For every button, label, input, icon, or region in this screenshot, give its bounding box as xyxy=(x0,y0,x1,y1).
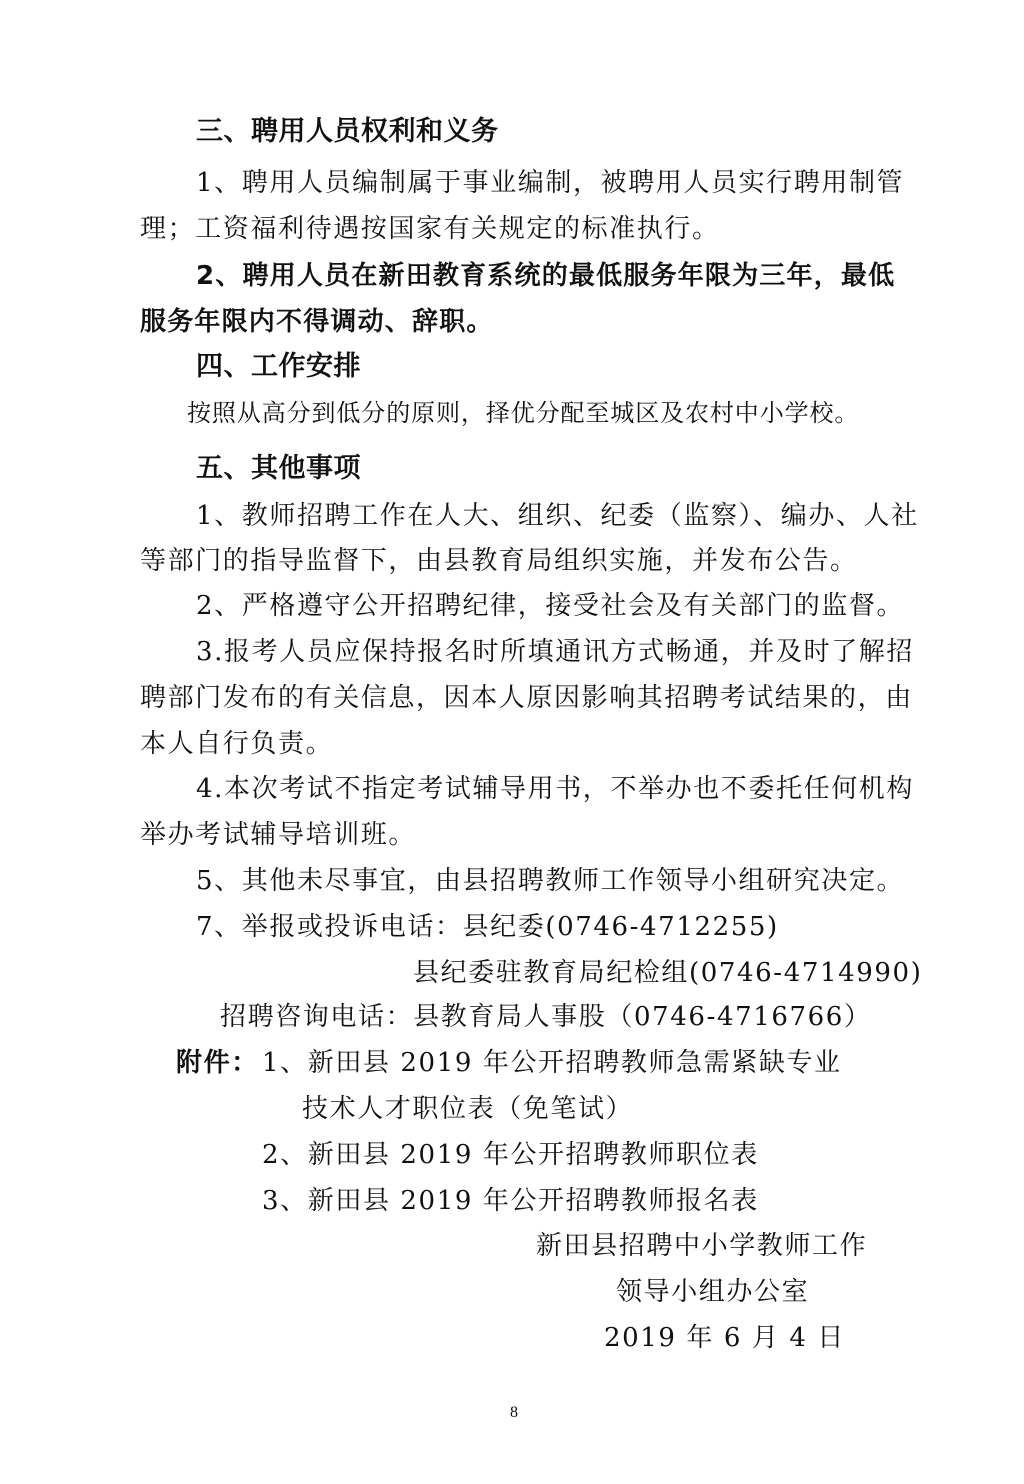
section-3-item-1-line-2: 理；工资福利待遇按国家有关规定的标准执行。 xyxy=(140,214,720,244)
section-5-item-7-line-1: 7、举报或投诉电话：县纪委(0746-4712255) xyxy=(196,912,779,942)
section-3-heading: 三、聘用人员权利和义务 xyxy=(196,116,499,147)
section-5-item-7-line-2: 县纪委驻教育局纪检组(0746-4714990) xyxy=(413,958,923,988)
section-4-body: 按照从高分到低分的原则，择优分配至城区及农村中小学校。 xyxy=(187,399,860,427)
section-3-item-1-line-1: 1、聘用人员编制属于事业编制，被聘用人员实行聘用制管 xyxy=(196,168,905,198)
section-5-item-4-line-1: 4.本次考试不指定考试辅导用书，不举办也不委托任何机构 xyxy=(196,774,915,804)
section-5-item-3-line-2: 聘部门发布的有关信息，因本人原因影响其招聘考试结果的，由 xyxy=(140,683,913,713)
section-5-item-1-line-1: 1、教师招聘工作在人大、组织、纪委（监察）、编办、人社 xyxy=(196,501,919,531)
attachment-2: 2、新田县 2019 年公开招聘教师职位表 xyxy=(262,1140,759,1170)
section-5-item-5: 5、其他未尽事宜，由县招聘教师工作领导小组研究决定。 xyxy=(196,866,905,896)
consult-phone-line: 招聘咨询电话：县教育局人事股（0746-4716766） xyxy=(220,1002,872,1032)
section-5-item-4-line-2: 举办考试辅导培训班。 xyxy=(140,820,417,850)
attachments-label: 附件： xyxy=(176,1048,259,1078)
section-3-item-2-line-2: 服务年限内不得调动、辞职。 xyxy=(140,307,494,337)
section-5-item-1-line-2: 等部门的指导监督下，由县教育局组织实施，并发布公告。 xyxy=(140,546,858,576)
attachment-3: 3、新田县 2019 年公开招聘教师报名表 xyxy=(262,1186,759,1216)
section-5-heading: 五、其他事项 xyxy=(196,453,361,484)
attachment-1-line-1: 1、新田县 2019 年公开招聘教师急需紧缺专业 xyxy=(262,1048,842,1078)
signature-org-line-2: 领导小组办公室 xyxy=(616,1277,810,1307)
page-number: 8 xyxy=(510,1404,518,1421)
section-4-heading: 四、工作安排 xyxy=(196,351,361,382)
signature-date: 2019 年 6 月 4 日 xyxy=(604,1323,845,1353)
signature-org-line-1: 新田县招聘中小学教师工作 xyxy=(536,1231,868,1261)
section-5-item-2: 2、严格遵守公开招聘纪律，接受社会及有关部门的监督。 xyxy=(196,591,905,621)
section-3-item-2-line-1: 2、聘用人员在新田教育系统的最低服务年限为三年，最低 xyxy=(196,261,896,291)
section-5-item-3-line-1: 3.报考人员应保持报名时所填通讯方式畅通，并及时了解招 xyxy=(196,637,915,667)
section-5-item-3-line-3: 本人自行负责。 xyxy=(140,729,334,759)
attachment-1-line-2: 技术人才职位表（免笔试） xyxy=(302,1094,634,1124)
